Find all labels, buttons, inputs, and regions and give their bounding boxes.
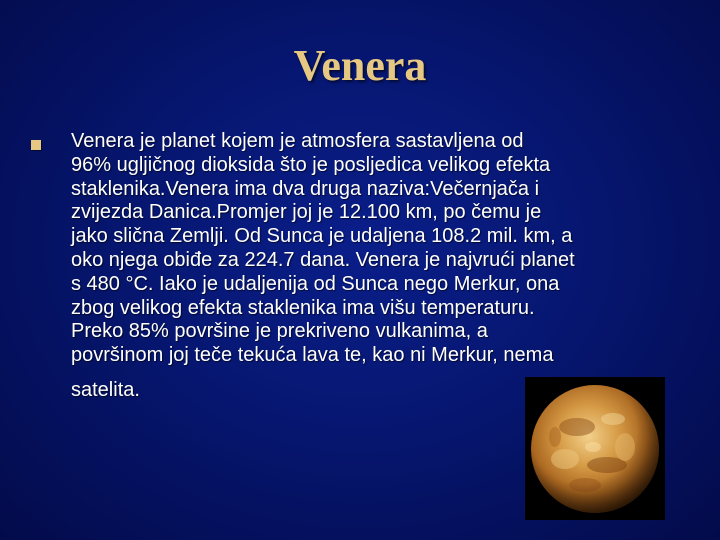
planet-venus-image (525, 377, 665, 520)
text-line: površinom joj teče tekuća lava te, kao ni Merkur, nema (71, 344, 554, 367)
text-line: zbog velikog efekta staklenika ima višu temperaturu. (71, 296, 535, 319)
text-line: satelita. (71, 378, 140, 401)
bullet-marker (31, 140, 41, 150)
text-line: jako slična Zemlji. Od Sunca je udaljena 108.2 mil. km, a (71, 225, 573, 248)
text-line: zvijezda Danica.Promjer joj je 12.100 km, po čemu je (71, 201, 542, 224)
planet-venus-icon (525, 377, 665, 520)
bullet-text (71, 130, 686, 403)
text-line: Venera je planet kojem je atmosfera sastavljena od (71, 130, 524, 152)
text-line: s 480 °C. Iako je udaljenija od Sunca nego Merkur, ona (71, 272, 560, 295)
text-line: oko njega obiđe za 224.7 dana. Venera je najvrući planet (71, 248, 575, 271)
slide-title: Venera (293, 41, 427, 90)
text-line: staklenika.Venera ima dva druga naziva:Večernjača i (71, 177, 540, 200)
text-line: 96% ugljičnog dioksida što je posljedica velikog efekta (71, 153, 551, 176)
text-line: Preko 85% površine je prekriveno vulkanima, a (71, 320, 488, 343)
